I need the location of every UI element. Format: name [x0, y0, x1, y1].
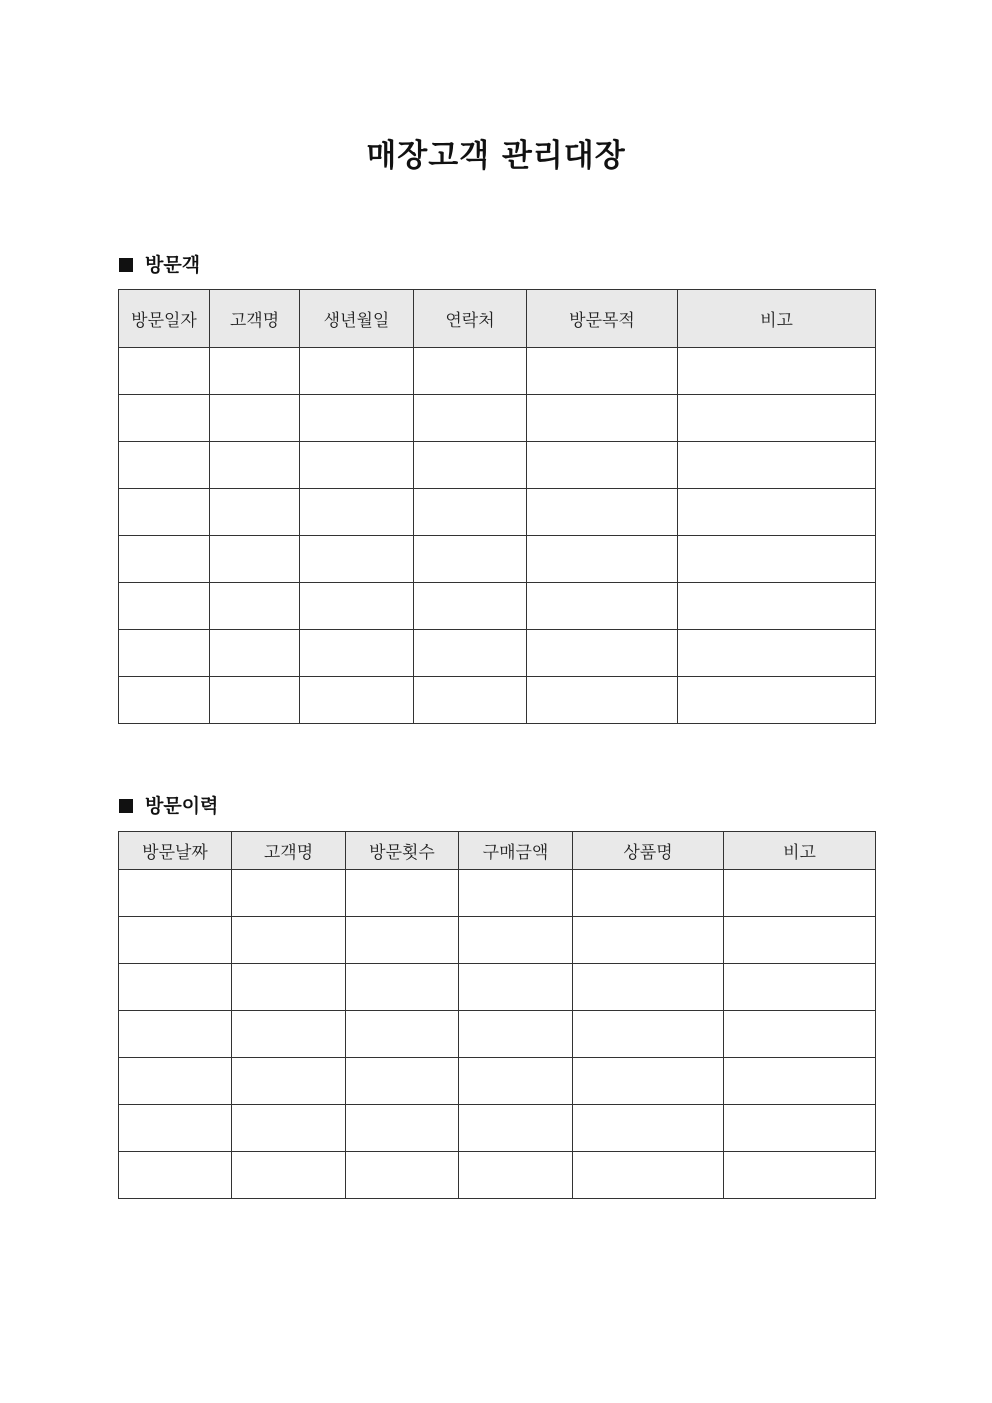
section-title-history: 방문이력 — [145, 795, 219, 817]
table-cell[interactable] — [300, 489, 414, 536]
table-cell[interactable] — [300, 583, 414, 630]
column-header-notes: 비고 — [678, 290, 876, 348]
table-cell[interactable] — [459, 870, 573, 917]
table-cell[interactable] — [414, 395, 527, 442]
visit-history-table — [118, 831, 876, 1199]
table-cell[interactable] — [210, 442, 300, 489]
table-cell[interactable] — [678, 536, 876, 583]
table-cell[interactable] — [527, 630, 678, 677]
table-row — [119, 348, 876, 395]
table-cell[interactable] — [459, 1058, 573, 1105]
table-cell[interactable] — [414, 489, 527, 536]
table-cell[interactable] — [210, 348, 300, 395]
table-row — [119, 630, 876, 677]
table-cell[interactable] — [414, 348, 527, 395]
table-cell[interactable] — [414, 583, 527, 630]
section-heading-visitors — [119, 253, 200, 277]
table-cell[interactable] — [414, 677, 527, 724]
table-row — [119, 1011, 876, 1058]
table-cell[interactable] — [724, 917, 876, 964]
table-cell[interactable] — [724, 1011, 876, 1058]
table-cell[interactable] — [724, 1058, 876, 1105]
square-bullet-icon — [119, 799, 133, 813]
table-row — [119, 1058, 876, 1105]
table-cell[interactable] — [459, 917, 573, 964]
column-header-visit-purpose: 방문목적 — [527, 290, 678, 348]
table-cell[interactable] — [119, 870, 232, 917]
table-row — [119, 1152, 876, 1199]
table-cell[interactable] — [119, 964, 232, 1011]
table-cell[interactable] — [300, 630, 414, 677]
table-cell[interactable] — [724, 964, 876, 1011]
document-title: 매장고객 관리대장 — [366, 138, 626, 174]
table-cell[interactable] — [232, 1152, 346, 1199]
column-header-product-name: 상품명 — [573, 832, 724, 870]
column-header-contact: 연락처 — [414, 290, 527, 348]
table-cell[interactable] — [573, 870, 724, 917]
column-header-birth-date: 생년월일 — [300, 290, 414, 348]
table-cell[interactable] — [210, 583, 300, 630]
table-cell[interactable] — [346, 1105, 459, 1152]
table-cell[interactable] — [210, 630, 300, 677]
table-cell[interactable] — [573, 1011, 724, 1058]
table-cell[interactable] — [119, 395, 210, 442]
table-row — [119, 536, 876, 583]
table-cell[interactable] — [724, 870, 876, 917]
table-cell[interactable] — [678, 583, 876, 630]
table-cell[interactable] — [232, 964, 346, 1011]
table-cell[interactable] — [232, 1105, 346, 1152]
table-cell[interactable] — [527, 442, 678, 489]
table-cell[interactable] — [300, 395, 414, 442]
table-cell[interactable] — [346, 917, 459, 964]
table-row — [119, 489, 876, 536]
table-row — [119, 870, 876, 917]
column-header-visit-date: 방문일자 — [119, 290, 210, 348]
table-cell[interactable] — [210, 536, 300, 583]
column-header-customer-name: 고객명 — [232, 832, 346, 870]
table-cell[interactable] — [573, 1105, 724, 1152]
column-header-visit-count: 방문횟수 — [346, 832, 459, 870]
table-row — [119, 964, 876, 1011]
table-cell[interactable] — [210, 489, 300, 536]
table-cell[interactable] — [678, 395, 876, 442]
table-cell[interactable] — [678, 348, 876, 395]
column-header-notes: 비고 — [724, 832, 876, 870]
table-cell[interactable] — [210, 677, 300, 724]
table-cell[interactable] — [210, 395, 300, 442]
table-cell[interactable] — [527, 583, 678, 630]
table-cell[interactable] — [573, 917, 724, 964]
table-cell[interactable] — [678, 630, 876, 677]
table-cell[interactable] — [232, 1058, 346, 1105]
table-cell[interactable] — [300, 677, 414, 724]
table-cell[interactable] — [119, 1058, 232, 1105]
table-cell[interactable] — [414, 536, 527, 583]
table-cell[interactable] — [119, 442, 210, 489]
table-cell[interactable] — [119, 1011, 232, 1058]
table-cell[interactable] — [232, 1011, 346, 1058]
table-cell[interactable] — [346, 1152, 459, 1199]
table-row — [119, 583, 876, 630]
table-header-row — [119, 290, 876, 348]
table-cell[interactable] — [573, 1058, 724, 1105]
table-cell[interactable] — [232, 870, 346, 917]
table-cell[interactable] — [414, 630, 527, 677]
table-cell[interactable] — [527, 348, 678, 395]
table-cell[interactable] — [119, 1152, 232, 1199]
table-row — [119, 917, 876, 964]
table-cell[interactable] — [300, 348, 414, 395]
table-cell[interactable] — [119, 917, 232, 964]
table-cell[interactable] — [119, 536, 210, 583]
table-cell[interactable] — [232, 917, 346, 964]
table-cell[interactable] — [459, 964, 573, 1011]
column-header-visit-date: 방문날짜 — [119, 832, 232, 870]
table-cell[interactable] — [119, 348, 210, 395]
table-row — [119, 395, 876, 442]
table-cell[interactable] — [678, 677, 876, 724]
table-cell[interactable] — [300, 536, 414, 583]
table-cell[interactable] — [459, 1105, 573, 1152]
table-cell[interactable] — [459, 1011, 573, 1058]
table-cell[interactable] — [119, 677, 210, 724]
table-row — [119, 1105, 876, 1152]
column-header-customer-name: 고객명 — [210, 290, 300, 348]
table-cell[interactable] — [119, 583, 210, 630]
table-cell[interactable] — [300, 442, 414, 489]
table-header-row — [119, 832, 876, 870]
table-cell[interactable] — [527, 395, 678, 442]
visitors-table — [118, 289, 876, 724]
table-cell[interactable] — [527, 489, 678, 536]
table-cell[interactable] — [573, 1152, 724, 1199]
table-cell[interactable] — [527, 536, 678, 583]
table-cell[interactable] — [527, 677, 678, 724]
table-cell[interactable] — [119, 1105, 232, 1152]
table-row — [119, 442, 876, 489]
table-cell[interactable] — [119, 489, 210, 536]
table-cell[interactable] — [346, 1058, 459, 1105]
column-header-purchase-amount: 구매금액 — [459, 832, 573, 870]
table-cell[interactable] — [414, 442, 527, 489]
table-row — [119, 677, 876, 724]
table-cell[interactable] — [459, 1152, 573, 1199]
table-cell[interactable] — [346, 870, 459, 917]
table-cell[interactable] — [346, 1011, 459, 1058]
section-title-visitors: 방문객 — [145, 254, 201, 276]
table-cell[interactable] — [119, 630, 210, 677]
square-bullet-icon — [119, 258, 133, 272]
table-cell[interactable] — [724, 1105, 876, 1152]
table-cell[interactable] — [724, 1152, 876, 1199]
table-cell[interactable] — [573, 964, 724, 1011]
table-cell[interactable] — [346, 964, 459, 1011]
table-cell[interactable] — [678, 489, 876, 536]
table-cell[interactable] — [678, 442, 876, 489]
section-heading-history — [119, 794, 218, 818]
